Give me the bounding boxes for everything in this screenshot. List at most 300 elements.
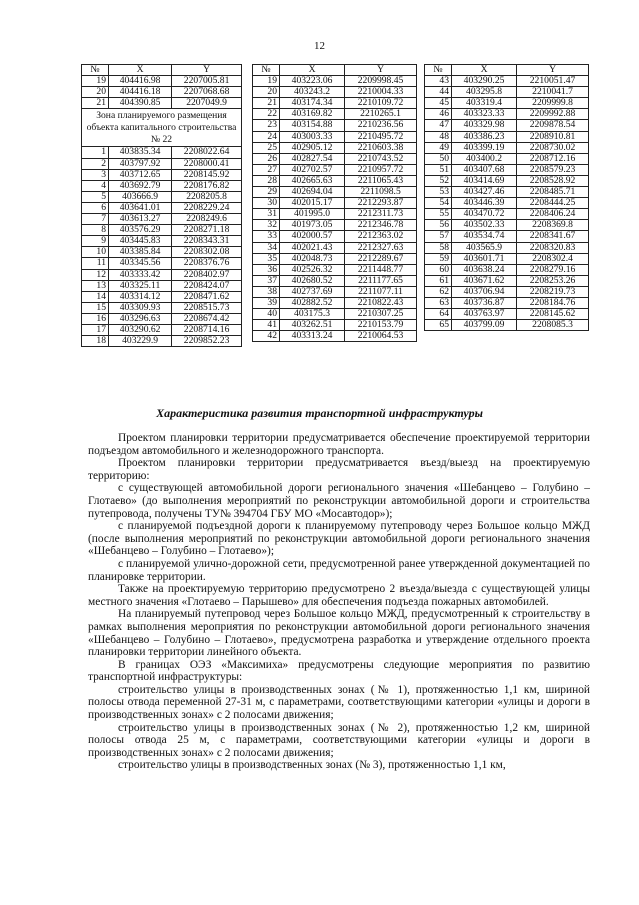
cell-x: 403470.72 bbox=[452, 209, 517, 220]
table-row bbox=[82, 225, 242, 236]
cell-x: 403296.63 bbox=[109, 313, 172, 324]
cell-x: 403692.79 bbox=[109, 180, 172, 191]
cell-y: 2208249.6 bbox=[172, 214, 242, 225]
cell-x: 404390.85 bbox=[109, 98, 172, 109]
table-row bbox=[425, 275, 589, 286]
cell-y: 2208910.81 bbox=[517, 131, 589, 142]
cell-y: 2209999.8 bbox=[517, 98, 589, 109]
table-row bbox=[425, 231, 589, 242]
cell-y: 2212289.67 bbox=[345, 253, 417, 264]
cell-x: 403295.8 bbox=[452, 87, 517, 98]
cell-y: 2208219.73 bbox=[517, 286, 589, 297]
table-row bbox=[253, 131, 417, 142]
cell-x: 403666.9 bbox=[109, 191, 172, 202]
cell-y: 2208515.73 bbox=[172, 302, 242, 313]
cell-y: 2210004.33 bbox=[345, 87, 417, 98]
cell-number: 53 bbox=[425, 187, 452, 198]
cell-y: 2208714.16 bbox=[172, 324, 242, 335]
cell-y: 2208302.08 bbox=[172, 247, 242, 258]
cell-x: 403169.82 bbox=[280, 109, 345, 120]
cell-y: 2210064.53 bbox=[345, 331, 417, 342]
table-row bbox=[82, 87, 242, 98]
cell-number: 65 bbox=[425, 320, 452, 331]
cell-x: 401995.0 bbox=[280, 209, 345, 220]
cell-y: 2211065.43 bbox=[345, 175, 417, 186]
cell-x: 402000.57 bbox=[280, 231, 345, 242]
paragraph: с существующей автомобильной дороги регионального значения «Шебанцево – Голубино – Глотаево» (до выполнения мероприятий по реконструкции автомобильной дороги и строительства путепровода, получены ТУ№ 394704 ГБУ МО «Мосавтодор»); bbox=[88, 482, 590, 520]
table-row bbox=[253, 286, 417, 297]
coordinates-table-2 bbox=[252, 64, 417, 342]
cell-number: 16 bbox=[82, 313, 109, 324]
cell-y: 2208000.41 bbox=[172, 158, 242, 169]
column-y: Y bbox=[172, 65, 242, 76]
column-y: Y bbox=[345, 65, 417, 76]
cell-number: 42 bbox=[253, 331, 280, 342]
cell-number: 25 bbox=[253, 142, 280, 153]
cell-number: 60 bbox=[425, 264, 452, 275]
table-row bbox=[253, 220, 417, 231]
table-row bbox=[425, 87, 589, 98]
cell-y: 2211177.65 bbox=[345, 275, 417, 286]
cell-x: 403799.09 bbox=[452, 320, 517, 331]
table-header-row bbox=[82, 65, 242, 76]
cell-x: 403385.84 bbox=[109, 247, 172, 258]
cell-x: 403534.74 bbox=[452, 231, 517, 242]
table-row bbox=[253, 187, 417, 198]
cell-y: 2208485.71 bbox=[517, 187, 589, 198]
column-number: № bbox=[253, 65, 280, 76]
cell-number: 29 bbox=[253, 187, 280, 198]
cell-y: 2208145.92 bbox=[172, 169, 242, 180]
cell-y: 2208184.76 bbox=[517, 297, 589, 308]
cell-y: 2210603.38 bbox=[345, 142, 417, 153]
cell-x: 403323.33 bbox=[452, 109, 517, 120]
table-row bbox=[82, 236, 242, 247]
cell-number: 59 bbox=[425, 253, 452, 264]
table-row bbox=[82, 147, 242, 158]
table-row bbox=[82, 158, 242, 169]
cell-y: 2210153.79 bbox=[345, 320, 417, 331]
cell-x: 403565.9 bbox=[452, 242, 517, 253]
cell-y: 2208579.23 bbox=[517, 164, 589, 175]
table-row bbox=[82, 180, 242, 191]
table-row bbox=[82, 76, 242, 87]
cell-y: 2210307.25 bbox=[345, 309, 417, 320]
cell-number: 46 bbox=[425, 109, 452, 120]
cell-y: 2210495.72 bbox=[345, 131, 417, 142]
cell-y: 2212363.02 bbox=[345, 231, 417, 242]
cell-x: 403414.69 bbox=[452, 175, 517, 186]
cell-y: 2208279.16 bbox=[517, 264, 589, 275]
cell-number: 37 bbox=[253, 275, 280, 286]
cell-number: 20 bbox=[82, 87, 109, 98]
cell-number: 63 bbox=[425, 297, 452, 308]
cell-x: 404416.18 bbox=[109, 87, 172, 98]
table-row bbox=[253, 164, 417, 175]
cell-x: 403154.88 bbox=[280, 120, 345, 131]
table-row bbox=[253, 320, 417, 331]
cell-y: 2208253.26 bbox=[517, 275, 589, 286]
cell-number: 34 bbox=[253, 242, 280, 253]
table-row bbox=[425, 264, 589, 275]
cell-number: 40 bbox=[253, 309, 280, 320]
cell-y: 2208341.67 bbox=[517, 231, 589, 242]
section-title: Зона планируемого размещения объекта капитального строительства № 22 bbox=[82, 109, 242, 147]
cell-x: 402702.57 bbox=[280, 164, 345, 175]
cell-number: 7 bbox=[82, 214, 109, 225]
cell-y: 2209992.88 bbox=[517, 109, 589, 120]
cell-x: 402048.73 bbox=[280, 253, 345, 264]
cell-number: 11 bbox=[82, 258, 109, 269]
cell-number: 55 bbox=[425, 209, 452, 220]
cell-x: 403262.51 bbox=[280, 320, 345, 331]
cell-x: 402665.63 bbox=[280, 175, 345, 186]
table-header-row bbox=[425, 65, 589, 76]
cell-y: 2208471.62 bbox=[172, 291, 242, 302]
cell-y: 2210236.56 bbox=[345, 120, 417, 131]
cell-x: 403313.24 bbox=[280, 331, 345, 342]
cell-number: 12 bbox=[82, 269, 109, 280]
paragraph: строительство улицы в производственных зонах (№ 1), протяженностью 1,1 км, шириной полосы отвода переменной 27-31 м, с параметрами, соответствующими категории «улицы и дороги в производственных зонах» с 2 полосами движения; bbox=[88, 683, 590, 722]
table-row bbox=[253, 98, 417, 109]
paragraph: строительство улицы в производственных зонах (№ 2), протяженностью 1,2 км, шириной полосы отвода 25 м, с параметрами, соответствующими категории «улицы и дороги в производственных зонах» с 2 полосами движения; bbox=[88, 721, 590, 759]
cell-y: 2208271.18 bbox=[172, 225, 242, 236]
cell-number: 10 bbox=[82, 247, 109, 258]
table-row bbox=[425, 109, 589, 120]
cell-y: 2209878.54 bbox=[517, 120, 589, 131]
table-row bbox=[425, 142, 589, 153]
cell-x: 403290.25 bbox=[452, 76, 517, 87]
table-row bbox=[425, 209, 589, 220]
table-row bbox=[425, 131, 589, 142]
cell-x: 403613.27 bbox=[109, 214, 172, 225]
cell-y: 2208369.8 bbox=[517, 220, 589, 231]
table-row bbox=[425, 242, 589, 253]
coordinates-table-1 bbox=[81, 64, 242, 347]
table-row bbox=[425, 120, 589, 131]
cell-number: 22 bbox=[253, 109, 280, 120]
cell-x: 403641.01 bbox=[109, 202, 172, 213]
cell-number: 64 bbox=[425, 309, 452, 320]
cell-y: 2210957.72 bbox=[345, 164, 417, 175]
cell-x: 403333.42 bbox=[109, 269, 172, 280]
table-row bbox=[253, 209, 417, 220]
cell-y: 2211098.5 bbox=[345, 187, 417, 198]
table-row bbox=[82, 247, 242, 258]
table-row bbox=[425, 198, 589, 209]
cell-number: 47 bbox=[425, 120, 452, 131]
cell-x: 403290.62 bbox=[109, 324, 172, 335]
cell-number: 44 bbox=[425, 87, 452, 98]
paragraph: Проектом планировки территории предусматривается въезд/выезд на проектируемую территорию: bbox=[88, 457, 590, 482]
column-number: № bbox=[82, 65, 109, 76]
table-row bbox=[253, 331, 417, 342]
cell-number: 35 bbox=[253, 253, 280, 264]
table-row bbox=[82, 258, 242, 269]
cell-y: 2207068.68 bbox=[172, 87, 242, 98]
cell-x: 403329.98 bbox=[452, 120, 517, 131]
cell-y: 2210743.52 bbox=[345, 153, 417, 164]
cell-x: 403175.3 bbox=[280, 309, 345, 320]
column-x: X bbox=[280, 65, 345, 76]
cell-number: 48 bbox=[425, 131, 452, 142]
cell-x: 403243.2 bbox=[280, 87, 345, 98]
cell-number: 39 bbox=[253, 297, 280, 308]
cell-y: 2208343.31 bbox=[172, 236, 242, 247]
cell-x: 403638.24 bbox=[452, 264, 517, 275]
column-x: X bbox=[109, 65, 172, 76]
table-row bbox=[425, 76, 589, 87]
table-row bbox=[82, 191, 242, 202]
cell-number: 14 bbox=[82, 291, 109, 302]
cell-number: 15 bbox=[82, 302, 109, 313]
cell-x: 403314.12 bbox=[109, 291, 172, 302]
cell-y: 2207005.81 bbox=[172, 76, 242, 87]
cell-y: 2208730.02 bbox=[517, 142, 589, 153]
table-row bbox=[253, 153, 417, 164]
cell-x: 403229.9 bbox=[109, 336, 172, 347]
cell-number: 3 bbox=[82, 169, 109, 180]
cell-number: 41 bbox=[253, 320, 280, 331]
cell-x: 404416.98 bbox=[109, 76, 172, 87]
body-text bbox=[88, 432, 590, 772]
cell-y: 2209852.23 bbox=[172, 336, 242, 347]
cell-x: 402882.52 bbox=[280, 297, 345, 308]
cell-x: 403712.65 bbox=[109, 169, 172, 180]
cell-x: 403345.56 bbox=[109, 258, 172, 269]
table-row bbox=[82, 214, 242, 225]
cell-x: 403671.62 bbox=[452, 275, 517, 286]
cell-number: 32 bbox=[253, 220, 280, 231]
cell-x: 403386.23 bbox=[452, 131, 517, 142]
table-row bbox=[253, 87, 417, 98]
cell-y: 2208085.3 bbox=[517, 320, 589, 331]
table-row bbox=[425, 98, 589, 109]
cell-number: 24 bbox=[253, 131, 280, 142]
cell-number: 4 bbox=[82, 180, 109, 191]
table-header-row bbox=[253, 65, 417, 76]
column-number: № bbox=[425, 65, 452, 76]
paragraph: строительство улицы в производственных зонах (№ 3), протяженностью 1,1 км, bbox=[118, 759, 506, 772]
cell-y: 2208320.83 bbox=[517, 242, 589, 253]
cell-x: 403797.92 bbox=[109, 158, 172, 169]
cell-x: 403325.11 bbox=[109, 280, 172, 291]
table-row bbox=[82, 202, 242, 213]
table-row bbox=[253, 309, 417, 320]
cell-number: 19 bbox=[253, 76, 280, 87]
cell-number: 6 bbox=[82, 202, 109, 213]
cell-number: 51 bbox=[425, 164, 452, 175]
cell-number: 58 bbox=[425, 242, 452, 253]
coordinates-table-3 bbox=[424, 64, 589, 331]
cell-x: 402680.52 bbox=[280, 275, 345, 286]
cell-y: 2210041.7 bbox=[517, 87, 589, 98]
cell-number: 43 bbox=[425, 76, 452, 87]
cell-number: 13 bbox=[82, 280, 109, 291]
page-number: 12 bbox=[314, 40, 325, 52]
table-row bbox=[425, 220, 589, 231]
cell-x: 403223.06 bbox=[280, 76, 345, 87]
cell-y: 2210109.72 bbox=[345, 98, 417, 109]
table-row bbox=[253, 120, 417, 131]
cell-x: 402905.12 bbox=[280, 142, 345, 153]
cell-number: 52 bbox=[425, 175, 452, 186]
cell-x: 402694.04 bbox=[280, 187, 345, 198]
cell-x: 403502.33 bbox=[452, 220, 517, 231]
cell-x: 403706.94 bbox=[452, 286, 517, 297]
cell-x: 402021.43 bbox=[280, 242, 345, 253]
cell-number: 30 bbox=[253, 198, 280, 209]
cell-y: 2212293.87 bbox=[345, 198, 417, 209]
cell-y: 2208022.64 bbox=[172, 147, 242, 158]
table-row bbox=[253, 275, 417, 286]
cell-y: 2208406.24 bbox=[517, 209, 589, 220]
cell-number: 28 bbox=[253, 175, 280, 186]
table-row bbox=[253, 253, 417, 264]
cell-number: 27 bbox=[253, 164, 280, 175]
cell-y: 2211077.11 bbox=[345, 286, 417, 297]
table-row bbox=[82, 291, 242, 302]
table-row bbox=[425, 253, 589, 264]
cell-y: 2210051.47 bbox=[517, 76, 589, 87]
cell-y: 2208528.92 bbox=[517, 175, 589, 186]
cell-number: 56 bbox=[425, 220, 452, 231]
cell-number: 33 bbox=[253, 231, 280, 242]
cell-y: 2210822.43 bbox=[345, 297, 417, 308]
paragraph: На планируемый путепровод через Большое кольцо МЖД, предусмотренный к строительству в рамках выполнения мероприятия по реконструкции автомобильной дороги регионального значения «Шебанцево – Голубино – Глотаево», предусмотрена разработка и утверждение отдельного проекта планировки территории линейного объекта. bbox=[88, 608, 590, 659]
cell-x: 403736.87 bbox=[452, 297, 517, 308]
table-row bbox=[425, 320, 589, 331]
cell-number: 5 bbox=[82, 191, 109, 202]
cell-y: 2208145.62 bbox=[517, 309, 589, 320]
table-row bbox=[82, 169, 242, 180]
table-row bbox=[82, 302, 242, 313]
table-row bbox=[253, 109, 417, 120]
cell-y: 2208402.97 bbox=[172, 269, 242, 280]
cell-number: 2 bbox=[82, 158, 109, 169]
cell-x: 403399.19 bbox=[452, 142, 517, 153]
cell-y: 2208176.82 bbox=[172, 180, 242, 191]
cell-x: 402526.32 bbox=[280, 264, 345, 275]
cell-number: 21 bbox=[253, 98, 280, 109]
cell-y: 2208712.16 bbox=[517, 153, 589, 164]
cell-number: 45 bbox=[425, 98, 452, 109]
cell-y: 2208205.8 bbox=[172, 191, 242, 202]
cell-y: 2208444.25 bbox=[517, 198, 589, 209]
cell-x: 403003.33 bbox=[280, 131, 345, 142]
table-row bbox=[253, 264, 417, 275]
section-heading: Характеристика развития транспортной инфраструктуры bbox=[156, 406, 483, 420]
cell-number: 38 bbox=[253, 286, 280, 297]
cell-y: 2212311.73 bbox=[345, 209, 417, 220]
cell-number: 62 bbox=[425, 286, 452, 297]
table-row bbox=[82, 280, 242, 291]
table-row bbox=[253, 76, 417, 87]
cell-number: 31 bbox=[253, 209, 280, 220]
table-row bbox=[425, 175, 589, 186]
cell-y: 2208376.76 bbox=[172, 258, 242, 269]
cell-number: 8 bbox=[82, 225, 109, 236]
cell-y: 2212346.78 bbox=[345, 220, 417, 231]
cell-number: 1 bbox=[82, 147, 109, 158]
section-row bbox=[82, 109, 242, 147]
cell-x: 403319.4 bbox=[452, 98, 517, 109]
table-row bbox=[425, 153, 589, 164]
table-row bbox=[82, 269, 242, 280]
paragraph: с планируемой улично-дорожной сети, предусмотренной ранее утвержденной документацией по планировке территории. bbox=[88, 557, 590, 583]
cell-x: 403835.34 bbox=[109, 147, 172, 158]
paragraph: Также на проектируемую территорию предусмотрено 2 въезда/выезда с существующей улицы местного значения «Глотаево – Парышево» для обеспечения подъезда пожарных автомобилей. bbox=[88, 583, 590, 608]
cell-x: 403763.97 bbox=[452, 309, 517, 320]
cell-number: 18 bbox=[82, 336, 109, 347]
cell-x: 403309.93 bbox=[109, 302, 172, 313]
table-row bbox=[425, 286, 589, 297]
table-row bbox=[253, 198, 417, 209]
cell-number: 26 bbox=[253, 153, 280, 164]
cell-y: 2208674.42 bbox=[172, 313, 242, 324]
table-row bbox=[253, 242, 417, 253]
cell-number: 19 bbox=[82, 76, 109, 87]
cell-number: 23 bbox=[253, 120, 280, 131]
cell-number: 57 bbox=[425, 231, 452, 242]
cell-number: 17 bbox=[82, 324, 109, 335]
cell-x: 403445.83 bbox=[109, 236, 172, 247]
cell-x: 402737.69 bbox=[280, 286, 345, 297]
cell-number: 50 bbox=[425, 153, 452, 164]
cell-number: 9 bbox=[82, 236, 109, 247]
cell-x: 402827.54 bbox=[280, 153, 345, 164]
cell-y: 2208229.24 bbox=[172, 202, 242, 213]
table-row bbox=[253, 231, 417, 242]
table-row bbox=[425, 164, 589, 175]
cell-x: 403174.34 bbox=[280, 98, 345, 109]
table-row bbox=[253, 175, 417, 186]
cell-x: 403601.71 bbox=[452, 253, 517, 264]
cell-y: 2210265.1 bbox=[345, 109, 417, 120]
cell-x: 403446.39 bbox=[452, 198, 517, 209]
column-y: Y bbox=[517, 65, 589, 76]
cell-y: 2208302.4 bbox=[517, 253, 589, 264]
cell-number: 49 bbox=[425, 142, 452, 153]
table-row bbox=[253, 142, 417, 153]
table-row bbox=[82, 324, 242, 335]
cell-x: 403576.29 bbox=[109, 225, 172, 236]
cell-y: 2211448.77 bbox=[345, 264, 417, 275]
cell-number: 21 bbox=[82, 98, 109, 109]
table-row bbox=[253, 297, 417, 308]
table-row bbox=[82, 313, 242, 324]
cell-number: 36 bbox=[253, 264, 280, 275]
cell-y: 2212327.63 bbox=[345, 242, 417, 253]
cell-number: 54 bbox=[425, 198, 452, 209]
paragraph: Проектом планировки территории предусматривается обеспечение проектируемой территории подъездом автомобильного и железнодорожного транспорта. bbox=[88, 432, 590, 457]
paragraph: с планируемой подъездной дороги к планируемому путепроводу через Большое кольцо МЖД (после выполнения мероприятий по реконструкции автомобильной дороги регионального значения «Шебанцево – Голубино – Глотаево»); bbox=[88, 520, 590, 558]
cell-y: 2208424.07 bbox=[172, 280, 242, 291]
cell-x: 402015.17 bbox=[280, 198, 345, 209]
cell-x: 403407.68 bbox=[452, 164, 517, 175]
cell-y: 2209998.45 bbox=[345, 76, 417, 87]
cell-number: 61 bbox=[425, 275, 452, 286]
table-row bbox=[425, 187, 589, 198]
cell-x: 403400.2 bbox=[452, 153, 517, 164]
paragraph: В границах ОЭЗ «Максимиха» предусмотрены следующие мероприятия по развитию транспортной инфраструктуры: bbox=[88, 658, 590, 684]
cell-x: 401973.05 bbox=[280, 220, 345, 231]
cell-y: 2207049.9 bbox=[172, 98, 242, 109]
column-x: X bbox=[452, 65, 517, 76]
cell-number: 20 bbox=[253, 87, 280, 98]
table-row bbox=[425, 309, 589, 320]
cell-x: 403427.46 bbox=[452, 187, 517, 198]
